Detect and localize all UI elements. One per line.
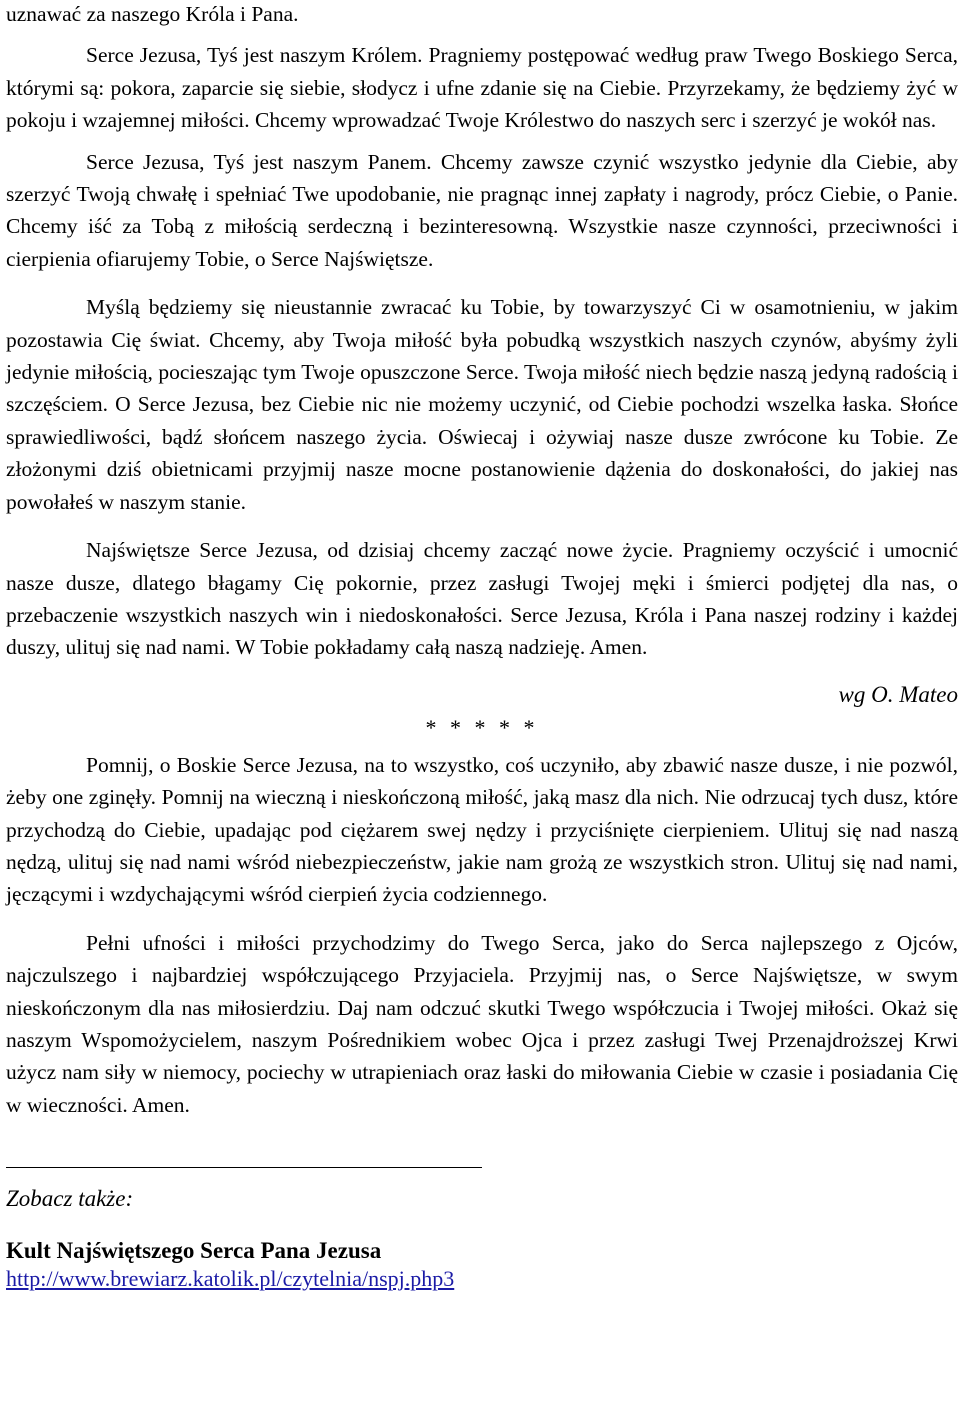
paragraph-king: Serce Jezusa, Tyś jest naszym Królem. Pragniemy postępować według praw Twego Boskiego Serca, którymi są: pokora, zaparcie się siebie, słodycz i ufne zdanie się na Ciebie. Przyrzekamy, że będziemy żyć w pokoju i wzajemnej miłości. Chcemy wprowadzać Twoje Królestwo do naszych serc i szerzyć je wokół nas. (6, 43, 958, 133)
see-also-label: Zobacz także: (6, 1186, 134, 1212)
paragraph-continuation: uznawać za naszego Króla i Pana. (6, 2, 299, 26)
cult-title: Kult Najświętszego Serca Pana Jezusa (6, 1238, 382, 1264)
paragraph-lord: Serce Jezusa, Tyś jest naszym Panem. Chcemy zawsze czynić wszystko jedynie dla Ciebie, aby szerzyć Twoją chwałę i spełniać Twe upodobanie, nie pragnąc innej zapłaty i nagrody, prócz Ciebie, o Panie. Chcemy iść za Tobą z miłością serdeczną i bezinteresowną. Wszystkie nasze czynności, przeciwności i cierpienia ofiarujemy Tobie, o Serce Najświętsze. (6, 149, 958, 271)
cult-link[interactable]: http://www.brewiarz.katolik.pl/czytelnia/nspj.php3 (6, 1266, 455, 1292)
paragraph-remember: Pomnij, o Boskie Serce Jezusa, na to wszystko, coś uczyniło, aby zbawić nasze dusze, i nie pozwól, żeby one zginęły. Pomnij na wieczną i nieskończoną miłość, jaką masz dla nich. Nie odrzucaj tych dusz, które przychodzą do Ciebie, upadając pod ciężarem swej nędzy i przyciśnięte cierpieniem. Ulituj się nad naszą nędzą, ulituj się nad nami wśród niebezpieczeństw, jakie nam grożą ze wszystkich stron. Ulituj się nad nami, jęczącymi i wzdychającymi wśród cierpień życia codziennego. (6, 752, 958, 907)
paragraph-trust: Pełni ufności i miłości przychodzimy do Twego Serca, jako do Serca najlepszego z Ojców, najczulszego i najbardziej współczującego Przyjaciela. Przyjmij nas, o Serce Najświętsze, w swym nieskończonym dla nas miłosierdziu. Daj nam odczuć skutki Twego współczucia i Twojej miłości. Okaż się naszym Wspomożycielem, naszym Pośrednikiem wobec Ojca i przez zasługi Twej Przenajdroższej Krwi użycz nam siły w niemocy, pociechy w utrapieniach oraz łaski do miłowania Ciebie w czasie i posiadania Cię w wieczności. Amen. (6, 930, 958, 1117)
document-page (6, 0, 958, 1292)
section-separator: * * * * * (425, 714, 539, 740)
paragraph-thoughts: Myślą będziemy się nieustannie zwracać ku Tobie, by towarzyszyć Ci w osamotnieniu, w jakim pozostawia Cię świat. Chcemy, aby Twoja miłość była pobudką wszystkich naszych czynów, abyśmy żyli jedynie miłością, pocieszając tym Twoje opuszczone Serce. Twoja miłość niech będzie naszą jedyną radością i szczęściem. O Serce Jezusa, bez Ciebie nic nie możemy uczynić, od Ciebie pochodzi wszelka łaska. Słońce sprawiedliwości, bądź słońcem naszego życia. Oświecaj i ożywiaj nasze dusze zwrócone ku Tobie. Ze złożonymi dziś obietnicami przyjmij nasze mocne postanowienie dążenia do doskonałości, do jakiej nas powołałeś w naszym stanie. (6, 295, 958, 514)
author-signature: wg O. Mateo (838, 681, 958, 707)
footnote-rule (6, 1167, 482, 1168)
paragraph-new-life: Najświętsze Serce Jezusa, od dzisiaj chcemy zacząć nowe życie. Pragniemy oczyścić i umocnić nasze dusze, dlatego błagamy Cię pokornie, przez zasługi Twojej męki i śmierci podjętej dla nas, o przebaczenie wszystkich naszych win i niedoskonałości. Serce Jezusa, Króla i Pana naszej rodziny i każdej duszy, ulituj się nad nami. W Tobie pokładamy całą naszą nadzieję. Amen. (6, 538, 958, 660)
